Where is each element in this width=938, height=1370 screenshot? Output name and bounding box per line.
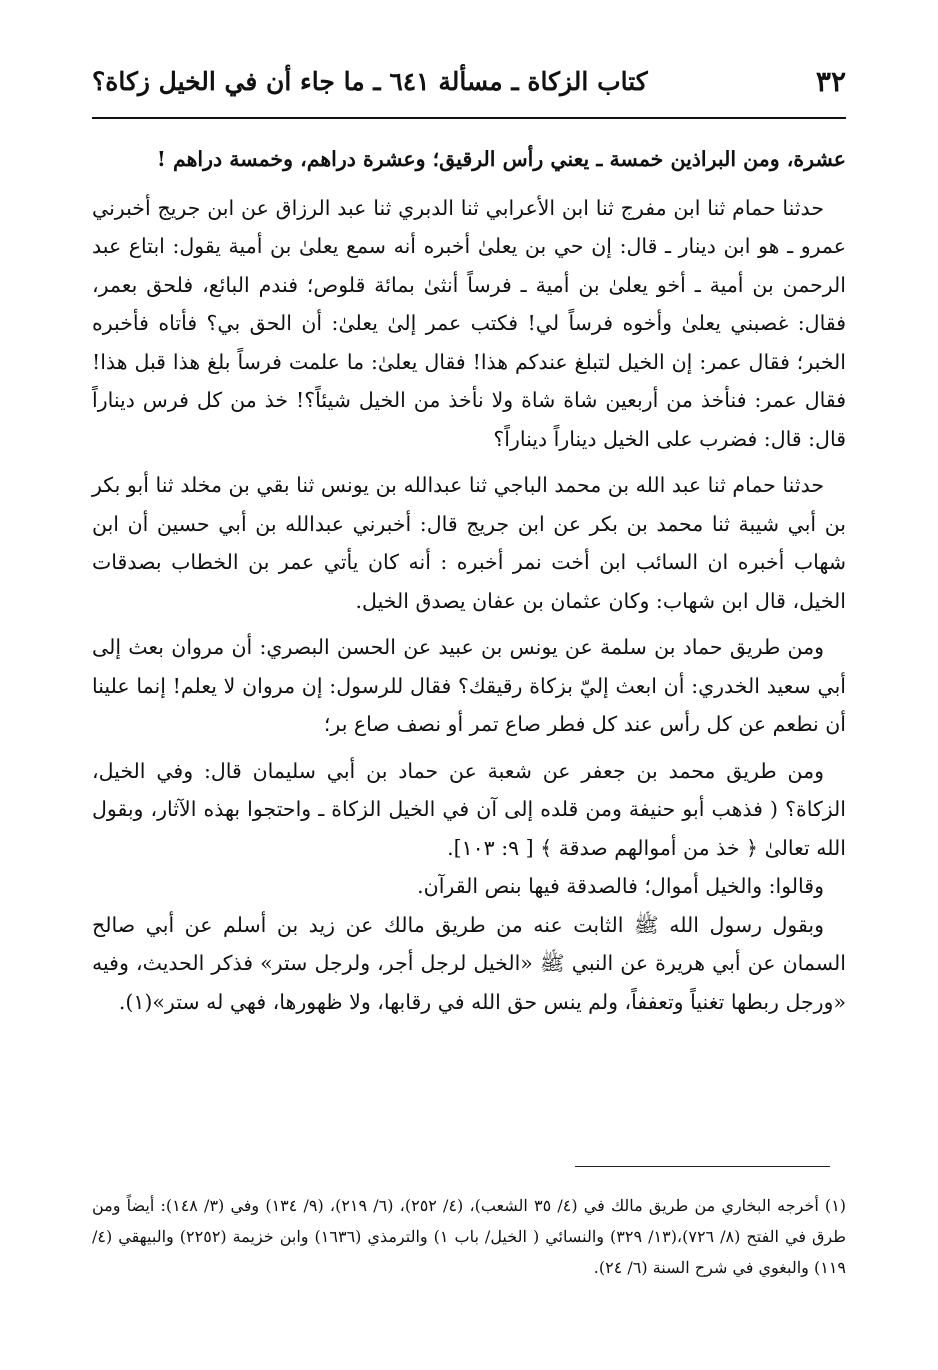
header-rule [92, 117, 846, 119]
footnote: (١) أخرجه البخاري من طريق مالك في (٤/ ٣٥ الشعب)، (٤/ ٢٥٢)، (٦/ ٢١٩)، (٩/ ١٣٤) وفي (٣/ ١٤٨): أيضاً ومن طرق في الفتح (٨/ ٧٢٦)،(١٣/ ٣٢٩) والنسائي ( الخيل/ باب ١) والترمذي (١٦٣٦) وابن خزيمة (٢٢٥٢) والبيهقي (٤/ ١١٩) والبغوي في شرح السنة (٦/ ٢٤). [92, 1196, 847, 1277]
main-text [92, 140, 846, 1029]
paragraph: وبقول رسول الله ﷺ الثابت عنه من طريق مالك عن زيد بن أسلم عن أبي صالح السمان عن أبي هريرة عن النبي ﷺ «الخيل لرجل أجر، ولرجل ستر» فذكر الحديث، وفيه «ورجل ربطها تغنياً وتعففاً، ولم ينس حق الله في رقابها، ولا ظهورها، فهي له ستر»(١). [92, 912, 846, 1014]
paragraph: وقالوا: والخيل أموال؛ فالصدقة فيها بنص القرآن. [417, 874, 824, 898]
page-number: ٣٢ [815, 65, 846, 98]
paragraph: ومن طريق محمد بن جعفر عن شعبة عن حماد بن أبي سليمان قال: وفي الخيل، الزكاة؟ ( فذهب أبو حنيفة ومن قلده إلى آن في الخيل الزكاة ـ واحتجوا بهذه الآثار، وبقول الله تعالىٰ ﴿ خذ من أموالهم صدقة ﴾ [ ٩: ١٠٣]. [92, 758, 846, 860]
paragraph: عشرة، ومن البراذين خمسة ـ يعني رأس الرقيق؛ وعشرة دراهم، وخمسة دراهم ! [156, 147, 846, 171]
footnotes [92, 1190, 846, 1283]
paragraph: حدثنا حمام ثنا عبد الله بن محمد الباجي ثنا عبدالله بن يونس ثنا بقي بن مخلد ثنا أبو بكر بن أبي شيبة ثنا محمد بن بكر عن ابن جريج قال: أخبرني عبدالله بن أبي حسين أن ابن شهاب أخبره ان السائب ابن أخت نمر أخبره : أنه كان يأتي عمر بن الخطاب بصدقات الخيل، قال ابن شهاب: وكان عثمان بن عفان يصدق الخيل. [92, 473, 846, 613]
footnote-separator [575, 1166, 830, 1167]
paragraph: حدثنا حمام ثنا ابن مفرج ثنا ابن الأعرابي ثنا الدبري ثنا عبد الرزاق عن ابن جريج أخبرني عمرو ـ هو ابن دينار ـ قال: إن حي بن يعلىٰ أخبره أنه سمع يعلىٰ بن أمية يقول: ابتاع عبد الرحمن بن أمية ـ أخو يعلىٰ بن أمية ـ فرساً أنثىٰ بمائة قلوص؛ فندم البائع، فلحق بعمر، فقال: غصبني يعلىٰ وأخوه فرساً لي! فكتب عمر إلىٰ يعلىٰ: أن الحق بي؟ فأتاه فأخبره الخبر؛ فقال عمر: إن الخيل لتبلغ عندكم هذا! فقال يعلىٰ: ما علمت فرساً بلغ هذا قبل هذا! فقال عمر: فنأخذ من أربعين شاة شاة ولا نأخذ من الخيل شيئاً؟! خذ من كل فرس ديناراً قال: قال: فضرب على الخيل ديناراً ديناراً؟ [92, 195, 846, 451]
page-header [92, 62, 846, 102]
running-title: كتاب الزكاة ـ مسألة ٦٤١ ـ ما جاء أن في الخيل زكاة؟ [92, 67, 648, 96]
paragraph: ومن طريق حماد بن سلمة عن يونس بن عبيد عن الحسن البصري: أن مروان بعث إلى أبي سعيد الخدري: أن ابعث إليّ بزكاة رقيقك؟ فقال للرسول: إن مروان لا يعلم! إنما علينا أن نطعم عن كل رأس عند كل فطر صاع تمر أو نصف صاع بر؛ [92, 635, 846, 736]
